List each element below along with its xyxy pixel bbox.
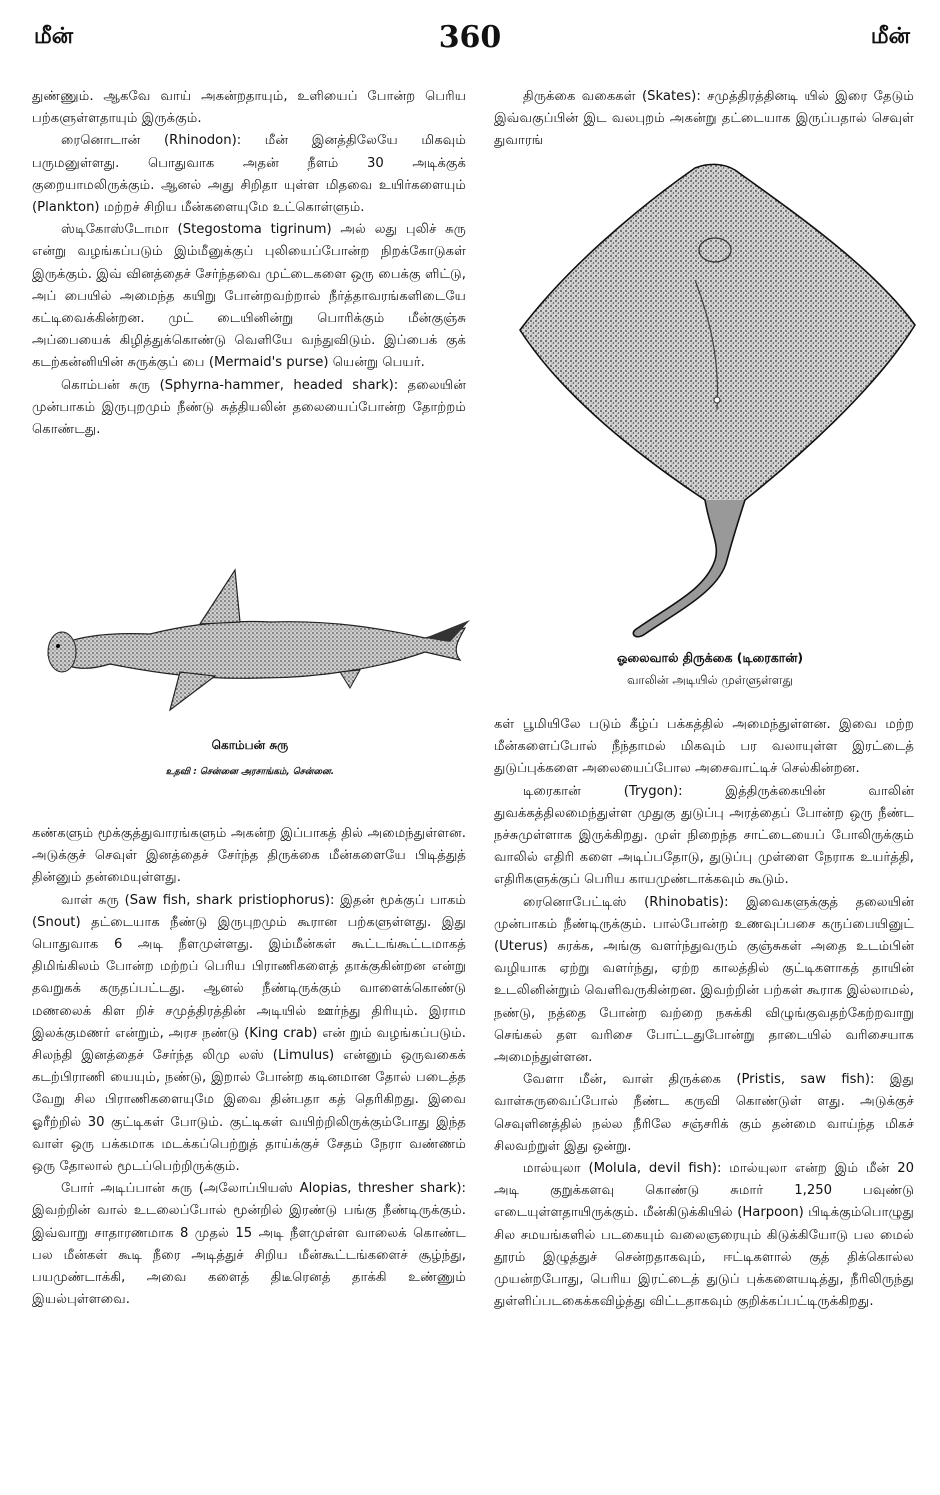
paragraph-molula: மால்யுலா (Molula, devil fish): மால்யுலா என்ற இம் மீன் 20 அடி குறுக்களவு கொண்டு சுமார் 1,250 பவுண்டு எடையுள்ளதாயிருக்கும். மீன்கிடுக்கியில் (Harpoon) பிடிக்கும்பொழுது சில சமயங்களில் படகையும் வலைஞரையும் கிடுக்கியோடு பல மைல் தூரம் இழுத்துச் சென்றதாகவும், ஈட்டிகளால் குத் திக்கொல்ல முயன்றபோது, பெரிய இரட்டைத் துடுப் புக்களையடித்து, நீரிலிருந்து துள்ளிப்படகைக்கவிழ்த்து விட்டதாகவும் குறிக்கப்பட்டிருக்கிறது. xyxy=(494,1161,914,1310)
stingray-illustration xyxy=(505,160,925,645)
right-column-bottom xyxy=(494,714,914,1313)
paragraph-skates: திருக்கை வகைகள் (Skates): சமுத்திரத்தினடி யில் இரை தேடும் இவ்வகுப்பின் இட வலபுறம் அகன்று தட்டையாக இருப்பதால் செவுள் துவாரங் xyxy=(494,89,914,149)
running-header-right: மீன் xyxy=(870,24,910,49)
running-header-left: மீன் xyxy=(34,24,74,49)
shark-credit: உதவி : சென்னை அரசாங்கம், சென்னை. xyxy=(165,767,335,777)
paragraph: கண்களும் மூக்குத்துவாரங்களும் அகன்ற இப்பாகத் தில் அமைந்துள்ளன. அடுக்குச் செவுள் இனத்தைச் சேர்ந்த திருக்கை மீன்களையே பிடித்துத் தின்னும் தன்மையுள்ளது. xyxy=(32,826,466,886)
paragraph-rhinobatis: ரைனொபேட்டிஸ் (Rhinobatis): இவைகளுக்குத் தலையின் முன்பாகம் நீண்டிருக்கும். பால்போன்ற உணவுப்பசை கருப்பையினுட் (Uterus) சுரக்க, அங்கு வளர்ந்துவரும் குஞ்சுகள் அதை உடம்பின் வழியாக ஏற்று வளர்ந்து, ஏற்ற காலத்தில் குட்டிகளாகத் தாயின் உடலினின்றும் வெளிவருகின்றன. இவற்றின் பற்கள் கூராக இல்லாமல், நண்டு, நத்தை போன்ற வற்றை நசுக்கி விழுங்குவதற்கேற்றவாறு செங்கல் தள வரிசை போட்டதுபோன்று தாடையில் வரிசையாக அமைந்துள்ளன. xyxy=(494,894,914,1066)
left-column-top xyxy=(32,86,466,441)
page-number: 360 xyxy=(438,20,502,55)
left-column-bottom xyxy=(32,823,466,1311)
stingray-subcaption: வாலின் அடியில் முள்ளுள்ளது xyxy=(626,673,794,687)
paragraph-sphyrna: கொம்பன் சுரு (Sphyrna-hammer, headed shark): தலையின் முன்பாகம் இருபுறமும் நீண்டு சுத்தியலின் தலையைப்போன்ற தோற்றம் கொண்டது. xyxy=(32,377,466,438)
shark-caption: கொம்பன் சுரு xyxy=(211,738,289,752)
paragraph: கள் பூமியிலே படும் கீழ்ப் பக்கத்தில் அமைந்துள்ளன. இவை மற்ற மீன்களைப்போல் நீந்தாமல் மிகவும் பர வலாயுள்ள இரட்டைத் துடுப்புக்களை அலையைப்போல அசைவாட்டிச் செல்கின்றன. xyxy=(494,717,914,777)
paragraph: துண்ணும். ஆகவே வாய் அகன்றதாயும், உளியைப் போன்ற பெரிய பற்களுள்ளதாயும் இருக்கும். xyxy=(32,89,466,127)
hammerhead-shark-illustration xyxy=(40,560,470,725)
paragraph-stegostoma: ஸ்டிகோஸ்டோமா (Stegostoma tigrinum) அல் லது புலிச் சுரு என்று வழங்கப்படும் இம்மீனுக்குப் புலியைப்போன்ற நிறக்கோடுகள் இருக்கும். இவ் வினத்தைச் சேர்ந்தவை முட்டைகளை ஒரு பைக்கு ளிட்டு, அப் பையில் அமைந்த கயிறு போன்றவற்றால் நீர்த்தாவரங்களிடையே கட்டிவைக்கின்றன. முட் டையினின்று பொரிக்கும் மீன்குஞ்சு அப்பையைக் கிழித்துக்கொண்டு வெளியே வந்துவிடும். இப்பைக் குக் கடற்கன்னியின் சுருக்குப் பை (Mermaid's purse) யென்று பெயர். xyxy=(32,222,466,371)
paragraph-pristis: வேளா மீன், வாள் திருக்கை (Pristis, saw fish): இது வாள்சுருவைப்போல் நீண்ட கருவி கொண்டுள் ளது. அடுக்குச் செவுளினத்தில் நல்ல நீரிலே சஞ்சரிக் கும் தன்மை வாய்ந்த மிகச் சிலவற்றுள் இது ஒன்று. xyxy=(494,1072,914,1154)
stingray-caption: ஓலைவால் திருக்கை (டிரைகான்) xyxy=(616,650,804,665)
paragraph-thresher: போர் அடிப்பான் சுரு (அலோப்பியஸ் Alopias, thresher shark): இவற்றின் வால் உடலைப்போல் மூன்றில் இரண்டு பங்கு நீண்டிருக்கும். இவ்வாறு சாதாரணமாக 8 முதல் 15 அடி நீளமுள்ள வாலைக் கொண்ட பல மீன்கள் கூடி நீரை அடித்துச் சிறிய மீன்கூட்டங்களைச் சூழ்ந்து, பயமுண்டாக்கி, அவை களைத் திடீரெனத் தாக்கி உண்ணும் இயல்புள்ளவை. xyxy=(32,1181,466,1308)
paragraph-rhinodon: ரைனொடான் (Rhinodon): மீன் இனத்திலேயே மிகவும் பருமனுள்ளது. பொதுவாக அதன் நீளம் 30 அடிக்குக் குறையாமலிருக்கும். ஆனல் அது சிறிதா யுள்ள மிதவை உயிர்களையும் (Plankton) மற்றச் சிறிய மீன்களையுமே உட்கொள்ளும். xyxy=(32,133,466,216)
paragraph-trygon: டிரைகான் (Trygon): இத்திருக்கையின் வாலின் துவக்கத்திலமைந்துள்ள முதுகு துடுப்பு அரத்தைப் போன்ற ஒரு நீண்ட நச்சுமுள்ளாக இருக்கிறது. முள் நிறைந்த சாட்டையைப் போலிருக்கும் வாலில் எதிரி களை அடிப்பதோடு, துடுப்பு முள்ளை நேராக உயர்த்தி, எதிரிகளுக்குப் பெரிய காயமுண்டாக்கவும் கூடும். xyxy=(494,783,914,888)
paragraph-sawfish: வாள் சுரு (Saw fish, shark pristiophorus): இதன் மூக்குப் பாகம் (Snout) தட்டையாக நீண்டு இருபுறமும் கூரான பற்களுள்ளது. இது பொதுவாக 6 அடி நீளமுள்ளது. இம்மீன்கள் கூட்டங்கூட்டமாகத் திமிங்கிலம் போன்ற மற்றப் பெரிய பிராணிகளைத் தாக்குகின்றன என்று தவறுகக் கருதப்பட்டது. ஆனல் நீண்டிருக்கும் வாளைக்கொண்டு மணலைக் கிள றிச் சமுத்திரத்தின் அடியில் ஊர்ந்து திரியும். இராம இலக்குமணர் என்றும், அரச நண்டு (King crab) என் றும் வழங்கப்படும். சிலந்தி இனத்தைச் சேர்ந்த லிமு லஸ் (Limulus) என்னும் ஒருவகைக் கடற்பிராணி யையும், நண்டு, இறால் போன்ற கடினமான தோல் படைத்த வேறு சில பிராணிகளையுமே இவை தின்பதா கத் தெரிகிறது. இவை ஓரீற்றில் 30 குட்டிகள் போடும். குட்டிகள் வயிற்றிலிருக்கும்போது இந்த வாள் ஒரு பக்கமாக மடக்கப்பெற்றுத் தாய்க்குச் சேதம் நேரா வண்ணம் ஒரு தோலால் மூடப்பெற்றிருக்கும். xyxy=(32,892,466,1175)
right-column-top xyxy=(494,86,914,153)
